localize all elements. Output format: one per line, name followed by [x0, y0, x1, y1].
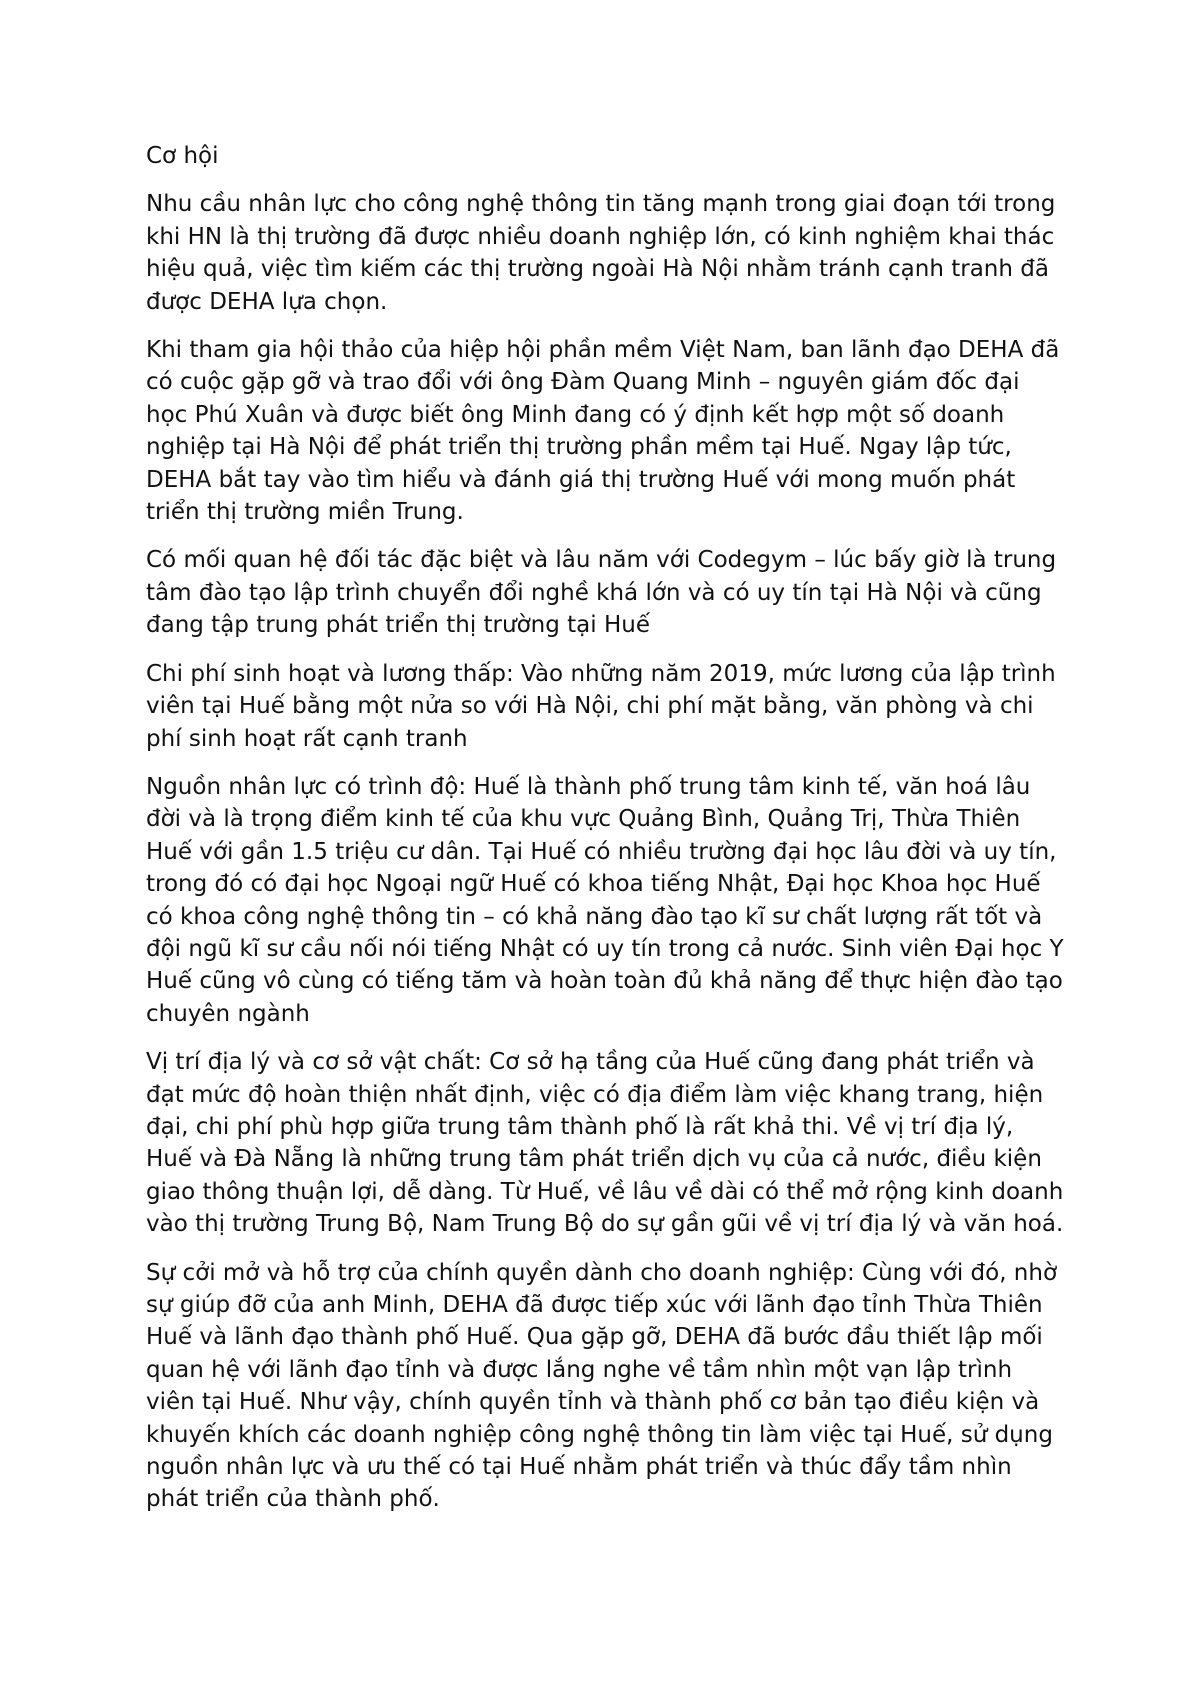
paragraph-demand: Nhu cầu nhân lực cho công nghệ thông tin tăng mạnh trong giai đoạn tới trong khi HN là thị trường đã được nhiều doanh nghiệp lớn, có kinh nghiệm khai thác hiệu quả, việc tìm kiếm các thị trường ngoài Hà Nội nhằm tránh cạnh tranh đã được DEHA lựa chọn.	[146, 191, 1056, 315]
paragraph-codegym: Có mối quan hệ đối tác đặc biệt và lâu năm với Codegym – lúc bấy giờ là trung tâm đào tạo lập trình chuyển đổi nghề khá lớn và có uy tín tại Hà Nội và cũng đang tập trung phát triển thị trường tại Huế	[146, 547, 1057, 639]
paragraph-government: Sự cởi mở và hỗ trợ của chính quyền dành cho doanh nghiệp: Cùng với đó, nhờ sự giúp đỡ của anh Minh, DEHA đã được tiếp xúc với lãnh đạo tỉnh Thừa Thiên Huế và lãnh đạo thành phố Huế. Qua gặp gỡ, DEHA đã bước đầu thiết lập mối quan hệ với lãnh đạo tỉnh và được lắng nghe về tầm nhìn một vạn lập trình viên tại Huế. Như vậy, chính quyền tỉnh và thành phố cơ bản tạo điều kiện và khuyến khích các doanh nghiệp công nghệ thông tin làm việc tại Huế, sử dụng nguồn nhân lực và ưu thế có tại Huế nhằm phát triển và thúc đẩy tầm nhìn phát triển của thành phố.	[146, 1259, 1058, 1513]
paragraph-conference: Khi tham gia hội thảo của hiệp hội phần mềm Việt Nam, ban lãnh đạo DEHA đã có cuộc gặp gỡ và trao đổi với ông Đàm Quang Minh – nguyên giám đốc đại học Phú Xuân và được biết ông Minh đang có ý định kết hợp một số doanh nghiệp tại Hà Nội để phát triển thị trường phần mềm tại Huế. Ngay lập tức, DEHA bắt tay vào tìm hiểu và đánh giá thị trường Huế với mong muốn phát triển thị trường miền Trung.	[146, 337, 1060, 526]
paragraph-workforce: Nguồn nhân lực có trình độ: Huế là thành phố trung tâm kinh tế, văn hoá lâu đời và là trọng điểm kinh tế của khu vực Quảng Bình, Quảng Trị, Thừa Thiên Huế với gần 1.5 triệu cư dân. Tại Huế có nhiều trường đại học lâu đời và uy tín, trong đó có đại học Ngoại ngữ Huế có khoa tiếng Nhật, Đại học Khoa học Huế có khoa công nghệ thông tin – có khả năng đào tạo kĩ sư chất lượng rất tốt và đội ngũ kĩ sư cầu nối nói tiếng Nhật có uy tín trong cả nước. Sinh viên Đại học Y Huế cũng vô cùng có tiếng tăm và hoàn toàn đủ khả năng để thực hiện đào tạo chuyên ngành	[146, 773, 1064, 1027]
document-body	[146, 140, 1066, 1532]
section-heading: Cơ hội	[146, 143, 219, 169]
paragraph-cost: Chi phí sinh hoạt và lương thấp: Vào những năm 2019, mức lương của lập trình viên tại Huế bằng một nửa so với Hà Nội, chi phí mặt bằng, văn phòng và chi phí sinh hoạt rất cạnh tranh	[146, 660, 1056, 752]
paragraph-location: Vị trí địa lý và cơ sở vật chất: Cơ sở hạ tầng của Huế cũng đang phát triển và đạt mức độ hoàn thiện nhất định, việc có địa điểm làm việc khang trang, hiện đại, chi phí phù hợp giữa trung tâm thành phố là rất khả thi. Về vị trí địa lý, Huế và Đà Nẵng là những trung tâm phát triển dịch vụ của cả nước, điều kiện giao thông thuận lợi, dễ dàng. Từ Huế, về lâu về dài có thể mở rộng kinh doanh vào thị trường Trung Bộ, Nam Trung Bộ do sự gần gũi về vị trí địa lý và văn hoá.	[146, 1049, 1064, 1238]
